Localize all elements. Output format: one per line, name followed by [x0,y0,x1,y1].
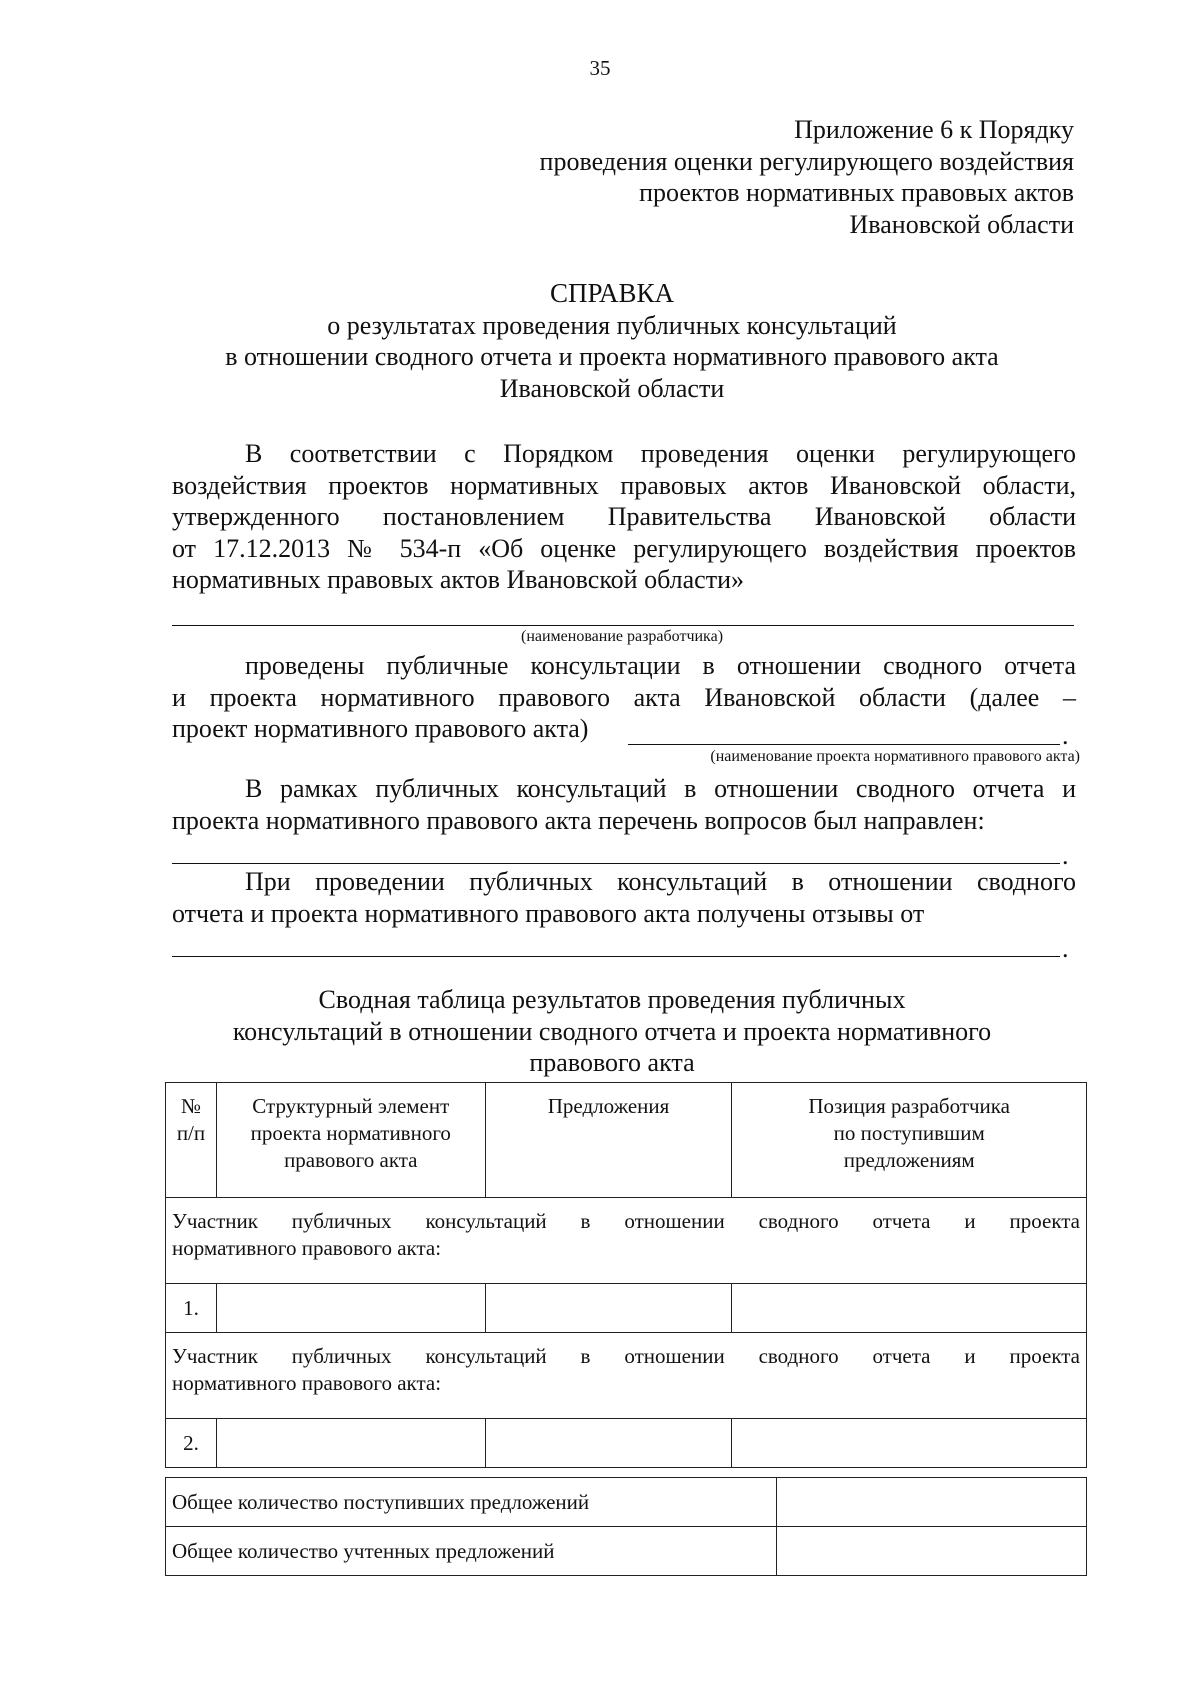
header-proposals-text: Предложения [547,1094,670,1118]
appendix-line: проектов нормативных правовых актов [639,178,1074,207]
header-position-text: Позиция разработчика по поступившим предложениям [808,1094,1011,1172]
participant-text: нормативного правового акта: [172,1236,442,1260]
table-row [166,1419,1087,1468]
participant-text: нормативного правового акта: [172,1371,442,1395]
totals-row [166,1527,1087,1576]
table-title-line: Сводная таблица результатов проведения публичных [318,985,906,1014]
questions-line: В рамках публичных консультаций в отношении сводного отчета и [245,774,1076,803]
page-number: 35 [589,56,611,80]
header-element-text: Структурный элемент проекта нормативного правового акта [250,1094,451,1172]
row-number: 1. [166,1284,217,1333]
intro-paragraph [172,438,1076,596]
participant-row [166,1333,1087,1419]
questions-paragraph [172,773,1076,836]
participant-cell [166,1333,1087,1419]
received-total-value[interactable] [777,1478,1087,1527]
document-title: СПРАВКА [549,278,675,308]
table-title [150,984,1074,1079]
intro-line: утвержденного постановлением Правительства Ивановской области [172,502,1076,531]
appendix-reference [374,114,1074,240]
feedback-line: отчета и проекта нормативного правового акта получены отзывы от [172,898,925,928]
totals-table [165,1477,1087,1576]
results-table [165,1082,1087,1468]
table-title-line: правового акта [529,1048,695,1077]
intro-line: воздействия проектов нормативных правовых актов Ивановской области, [172,470,1076,500]
consultations-line: проведены публичные консультации в отношении сводного отчета [245,651,1076,680]
header-num-text: № п/п [176,1094,206,1145]
row-proposals-cell[interactable] [485,1419,732,1468]
questions-line: проекта нормативного правового акта перечень вопросов был направлен: [172,805,985,835]
row-number: 2. [166,1419,217,1468]
developer-name-field[interactable] [172,625,1074,626]
header-num [166,1083,217,1198]
intro-line: от 17.12.2013 № 534-п «Об оценке регулирующего воздействия проектов [172,533,1076,563]
feedback-field[interactable] [172,956,1060,957]
heading-subtitle-line: о результатах проведения публичных консультаций [327,310,897,340]
developer-caption: (наименование разработчика) [520,628,724,645]
consultations-line: и проекта нормативного правового акта Ивановской области (далее – [172,682,1076,712]
row-position-cell[interactable] [732,1419,1087,1468]
heading-subtitle-line: Ивановской области [499,373,725,403]
act-caption: (наименование проекта нормативного правового акта) [710,748,1080,765]
intro-line: нормативных правовых актов Ивановской области» [172,565,744,594]
act-name-field[interactable] [628,744,1060,745]
appendix-line: Приложение 6 к Порядку [794,115,1074,144]
consultations-line: проект нормативного правового акта) [172,714,589,743]
participant-text: Участник публичных консультаций в отношении сводного отчета и проекта [172,1209,1080,1233]
row-element-cell[interactable] [216,1284,485,1333]
questions-period: . [1062,841,1069,870]
row-position-cell[interactable] [732,1284,1087,1333]
appendix-line: Ивановской области [849,209,1074,239]
participant-text: Участник публичных консультаций в отношении сводного отчета и проекта [172,1344,1080,1368]
participant-cell [166,1198,1087,1284]
table-title-line: консультаций в отношении сводного отчета и проекта нормативного [232,1016,992,1046]
feedback-paragraph [172,866,1076,929]
accounted-total-value[interactable] [777,1527,1087,1576]
header-position [732,1083,1087,1198]
heading-subtitle-line: в отношении сводного отчета и проекта нормативного правового акта [225,342,999,371]
questions-field[interactable] [172,863,1060,864]
feedback-period: . [1062,934,1069,963]
header-proposals [485,1083,732,1198]
table-row [166,1284,1087,1333]
totals-row [166,1478,1087,1527]
appendix-line: проведения оценки регулирующего воздействия [539,146,1074,176]
row-proposals-cell[interactable] [485,1284,732,1333]
row-element-cell[interactable] [216,1419,485,1468]
participant-row [166,1198,1087,1284]
feedback-line: При проведении публичных консультаций в отношении сводного [245,867,1076,896]
received-total-label: Общее количество поступивших предложений [166,1478,777,1527]
document-heading [150,278,1074,404]
header-element [216,1083,485,1198]
accounted-total-label: Общее количество учтенных предложений [166,1527,777,1576]
table-header-row [166,1083,1087,1198]
consultations-period: . [1062,721,1069,750]
consultations-paragraph [172,650,1076,745]
intro-line: В соответствии с Порядком проведения оценки регулирующего [245,439,1076,468]
